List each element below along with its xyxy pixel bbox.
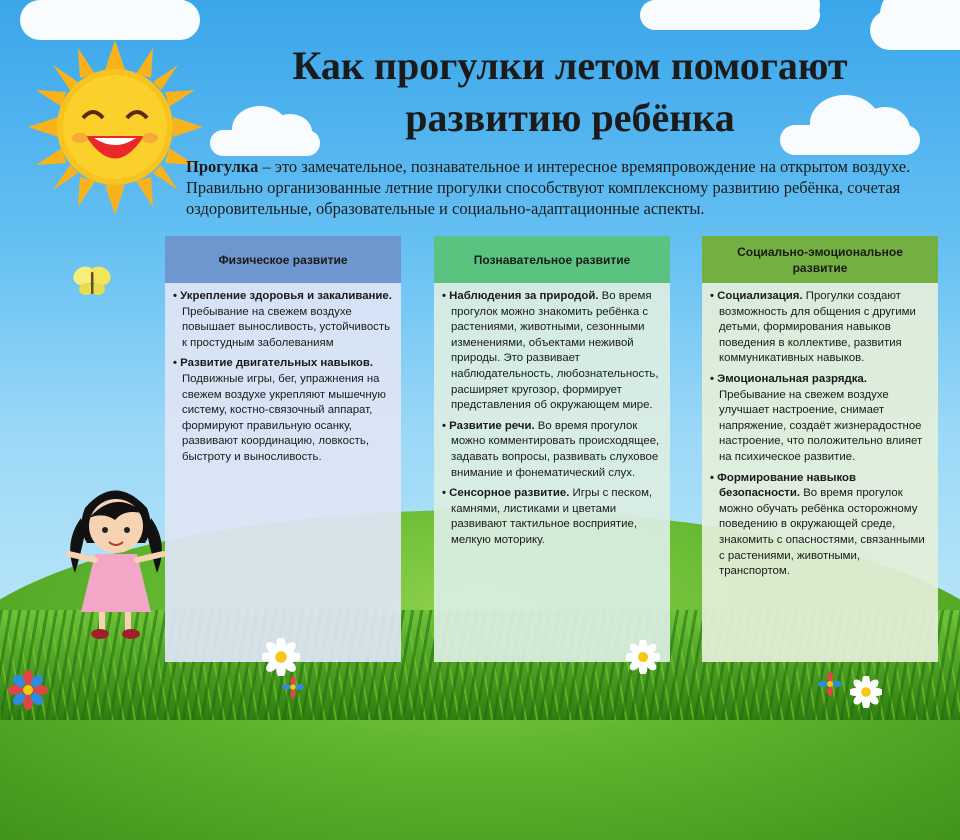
flower-icon [818, 672, 842, 696]
intro-text: – это замечательное, познавательное и интересное времяпровождение на открытом воздухе. Правильно организованные летние прогулки способствуют комплексному развитию ребёнка, сочетая оздоровительные, образовательные и социально-адаптационные аспекты. [186, 157, 911, 218]
intro-term: Прогулка [186, 157, 259, 176]
item-lead: Эмоциональная разрядка. [717, 372, 867, 385]
column-heading: Социально-эмоциональное развитие [702, 236, 938, 283]
item-lead: Укрепление здоровья и закаливание. [180, 290, 392, 302]
column-physical [165, 236, 401, 662]
column-body [702, 283, 938, 662]
column-body [165, 283, 401, 662]
title-line-2: развитию ребёнка [405, 95, 735, 140]
item-text: Во время прогулок можно комментировать происходящее, задавать вопросы, развивать слуховое внимание и фонематический слух. [451, 419, 660, 479]
flower-icon [8, 670, 48, 710]
item-lead: Сенсорное развитие. [449, 487, 570, 500]
butterfly-icon [72, 262, 112, 300]
list-item [173, 356, 393, 465]
flower-icon [850, 676, 882, 708]
list-item [710, 372, 930, 466]
item-text: Прогулки создают возможность для общения с другими детьми, формирования навыков поведения в коллективе, развития коммуникативных навыков. [719, 290, 916, 365]
item-text: Пребывание на свежем воздухе повышает выносливость, устойчивость к простудным заболеваниям [182, 305, 391, 349]
column-body [434, 283, 670, 662]
item-text: Подвижные игры, бег, упражнения на свежем воздухе укрепляют мышечную систему, костно-связочный аппарат, формируют правильную осанку, развивают координацию, ловкость, быстроту и выносливость. [182, 372, 386, 463]
list-item [173, 289, 393, 351]
intro-paragraph [186, 156, 946, 219]
list-item [710, 289, 930, 367]
girl-illustration [55, 478, 175, 643]
item-text: Во время прогулок можно знакомить ребёнка с растениями, животными, сезонными изменениями, объектами неживой природы. Это развивает наблюдательность, любознательность, расширяет кругозор, формирует представления об окружающем мире. [451, 290, 659, 412]
item-text: Игры с песком, камнями, листиками и цветами развивают тактильное восприятие, мелкую моторику. [451, 487, 653, 546]
column-heading: Физическое развитие [165, 236, 401, 283]
flower-icon [282, 676, 304, 698]
page-title [250, 40, 890, 144]
list-item [710, 471, 930, 580]
item-text: Пребывание на свежем воздухе улучшает настроение, снимает напряжение, создаёт жизнерадостное настроение, что положительно влияет на психическое развитие. [719, 388, 923, 463]
list-item [442, 289, 662, 414]
title-line-1: Как прогулки летом помогают [292, 43, 848, 88]
list-item [442, 486, 662, 548]
column-heading: Познавательное развитие [434, 236, 670, 283]
sun-icon [28, 40, 203, 215]
flower-icon [262, 638, 300, 676]
item-lead: Наблюдения за природой. [449, 290, 599, 302]
item-lead: Развитие двигательных навыков. [180, 357, 374, 370]
flower-icon [626, 640, 660, 674]
item-lead: Формирование навыков безопасности. [717, 471, 857, 500]
item-text: Во время прогулок можно обучать ребёнка осторожному поведению в окружающей среде, знакомить с опасностями, связанными с растениями, животными, транспортом. [719, 487, 925, 578]
cloud-icon [640, 0, 820, 30]
item-lead: Развитие речи. [449, 419, 535, 432]
item-lead: Социализация. [717, 290, 803, 302]
column-social [702, 236, 938, 662]
list-item [442, 419, 662, 481]
column-cognitive [434, 236, 670, 662]
cloud-icon [20, 0, 200, 40]
